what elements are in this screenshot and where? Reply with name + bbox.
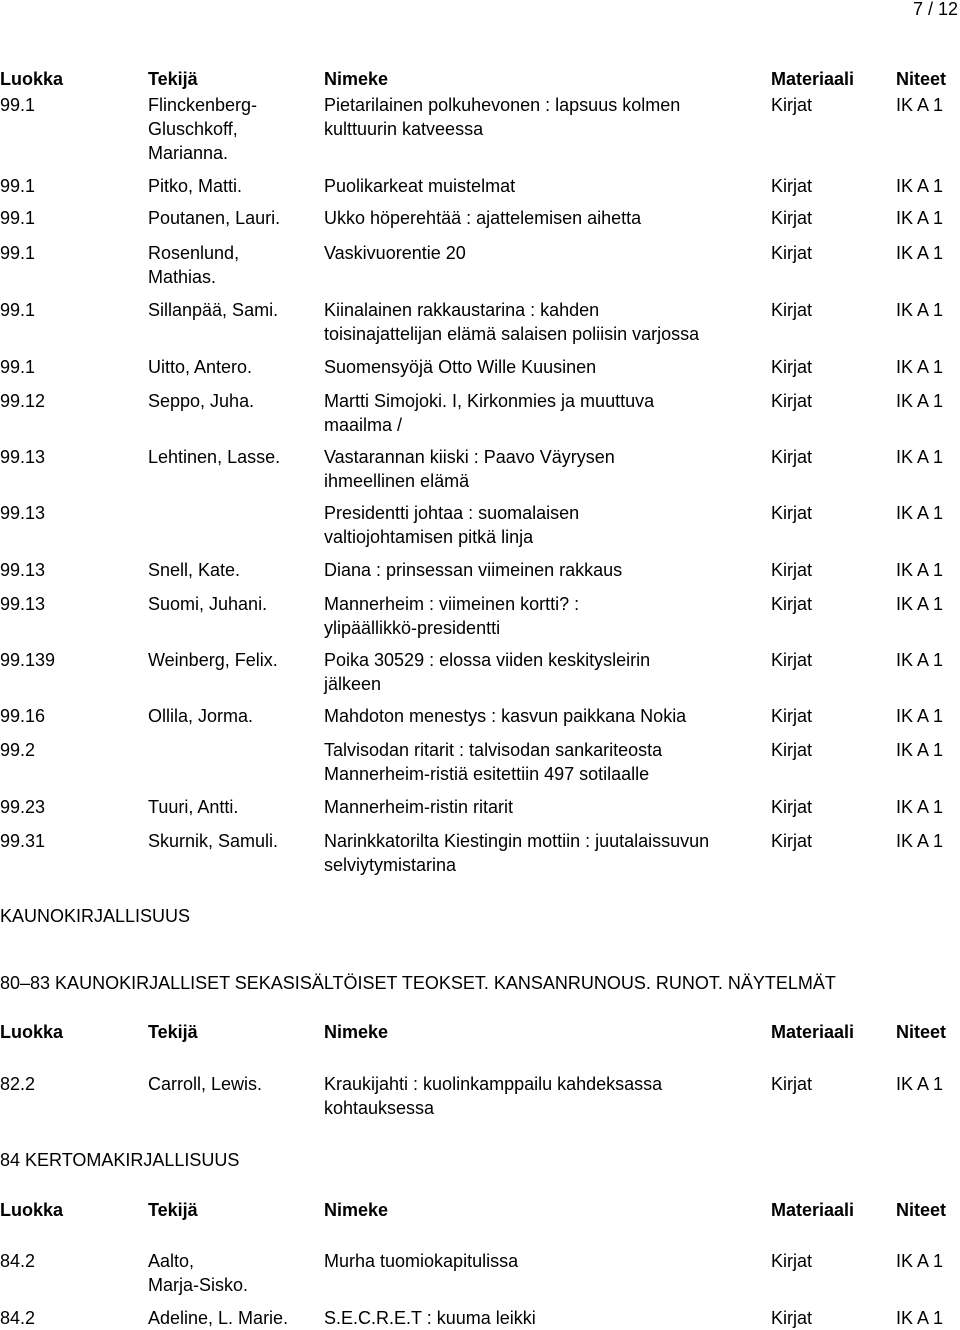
header-nimeke: Nimeke (324, 1022, 389, 1042)
page-number: 7 / 12 (912, 0, 958, 19)
header-materiaali: Materiaali (771, 1200, 855, 1220)
table-row (0, 1072, 960, 1118)
cell-materiaali: Kirjat (771, 740, 813, 760)
table-header (0, 1020, 960, 1044)
cell-nimeke: Vastarannan kiiski : Paavo Väyrysen ihmeellinen elämä (324, 447, 615, 491)
table-row (0, 1249, 960, 1295)
cell-tekija: Carroll, Lewis. (148, 1074, 263, 1094)
header-nimeke: Nimeke (324, 69, 389, 89)
cell-tekija: Suomi, Juhani. (148, 594, 268, 614)
cell-niteet: IK A 1 (896, 650, 944, 670)
cell-nimeke: Kraukijahti : kuolinkamppailu kahdeksassa kohtauksessa (324, 1074, 663, 1118)
table-row (0, 558, 960, 582)
cell-niteet: IK A 1 (896, 391, 944, 411)
cell-tekija: Skurnik, Samuli. (148, 831, 279, 851)
cell-nimeke: Talvisodan ritarit : talvisodan sankariteosta Mannerheim-ristiä esitettiin 497 sotilaalle (324, 740, 663, 784)
cell-niteet: IK A 1 (896, 1074, 944, 1094)
cell-tekija: Tuuri, Antti. (148, 797, 239, 817)
cell-nimeke: Kiinalainen rakkaustarina : kahden toisinajattelijan elämä salaisen poliisin varjossa (324, 300, 700, 344)
cell-luokka: 99.1 (0, 243, 36, 263)
header-luokka: Luokka (0, 1200, 64, 1220)
table-row (0, 389, 960, 435)
header-niteet: Niteet (896, 69, 947, 89)
cell-materiaali: Kirjat (771, 447, 813, 467)
table-header (0, 1198, 960, 1222)
cell-nimeke: Puolikarkeat muistelmat (324, 176, 516, 196)
cell-luokka: 99.1 (0, 208, 36, 228)
header-niteet: Niteet (896, 1022, 947, 1042)
cell-niteet: IK A 1 (896, 706, 944, 726)
cell-nimeke: Ukko höperehtää : ajattelemisen aihetta (324, 208, 642, 228)
cell-luokka: 84.2 (0, 1308, 36, 1328)
cell-niteet: IK A 1 (896, 357, 944, 377)
table-header (0, 67, 960, 91)
cell-tekija: Uitto, Antero. (148, 357, 253, 377)
cell-luokka: 84.2 (0, 1251, 36, 1271)
table-row (0, 206, 960, 230)
table-row (0, 355, 960, 379)
header-luokka: Luokka (0, 1022, 64, 1042)
table-row (0, 501, 960, 547)
cell-materiaali: Kirjat (771, 208, 813, 228)
header-tekija: Tekijä (148, 1200, 198, 1220)
cell-niteet: IK A 1 (896, 243, 944, 263)
cell-nimeke: Mannerheim : viimeinen kortti? : ylipäällikkö-presidentti (324, 594, 580, 638)
table-row (0, 795, 960, 819)
cell-materiaali: Kirjat (771, 243, 813, 263)
cell-luokka: 99.16 (0, 706, 46, 726)
cell-nimeke: Presidentti johtaa : suomalaisen valtiojohtamisen pitkä linja (324, 503, 580, 547)
cell-luokka: 99.1 (0, 95, 36, 115)
cell-tekija: Sillanpää, Sami. (148, 300, 279, 320)
cell-tekija: Lehtinen, Lasse. (148, 447, 281, 467)
section-heading-84: 84 KERTOMAKIRJALLISUUS (0, 1150, 240, 1170)
table-row (0, 704, 960, 728)
cell-tekija: Aalto, Marja-Sisko. (148, 1251, 249, 1295)
cell-niteet: IK A 1 (896, 1308, 944, 1328)
header-niteet: Niteet (896, 1200, 947, 1220)
cell-niteet: IK A 1 (896, 503, 944, 523)
cell-materiaali: Kirjat (771, 650, 813, 670)
cell-niteet: IK A 1 (896, 1251, 944, 1271)
cell-materiaali: Kirjat (771, 706, 813, 726)
header-tekija: Tekijä (148, 69, 198, 89)
table-row (0, 738, 960, 784)
cell-niteet: IK A 1 (896, 95, 944, 115)
cell-luokka: 99.1 (0, 176, 36, 196)
cell-materiaali: Kirjat (771, 300, 813, 320)
cell-luokka: 99.23 (0, 797, 46, 817)
cell-nimeke: Mahdoton menestys : kasvun paikkana Nokia (324, 706, 687, 726)
header-luokka: Luokka (0, 69, 64, 89)
table-row (0, 241, 960, 287)
cell-materiaali: Kirjat (771, 357, 813, 377)
cell-luokka: 99.12 (0, 391, 46, 411)
cell-luokka: 99.13 (0, 560, 46, 580)
table-row (0, 829, 960, 875)
cell-tekija: Flinckenberg- Gluschkoff, Marianna. (148, 95, 258, 163)
cell-niteet: IK A 1 (896, 208, 944, 228)
table-row (0, 592, 960, 638)
cell-luokka: 99.2 (0, 740, 36, 760)
section-heading-80-83: 80–83 KAUNOKIRJALLISET SEKASISÄLTÖISET TEOKSET. KANSANRUNOUS. RUNOT. NÄYTELMÄT (0, 973, 836, 993)
cell-niteet: IK A 1 (896, 560, 944, 580)
cell-niteet: IK A 1 (896, 300, 944, 320)
header-nimeke: Nimeke (324, 1200, 389, 1220)
cell-tekija: Rosenlund, Mathias. (148, 243, 240, 287)
cell-niteet: IK A 1 (896, 831, 944, 851)
cell-luokka: 99.31 (0, 831, 46, 851)
cell-niteet: IK A 1 (896, 797, 944, 817)
cell-nimeke: Suomensyöjä Otto Wille Kuusinen (324, 357, 597, 377)
cell-niteet: IK A 1 (896, 447, 944, 467)
cell-luokka: 99.13 (0, 594, 46, 614)
cell-nimeke: Narinkkatorilta Kiestingin mottiin : juutalaissuvun selviytymistarina (324, 831, 710, 875)
cell-tekija: Seppo, Juha. (148, 391, 255, 411)
cell-tekija: Adeline, L. Marie. (148, 1308, 289, 1328)
cell-luokka: 99.1 (0, 300, 36, 320)
cell-luokka: 99.1 (0, 357, 36, 377)
header-tekija: Tekijä (148, 1022, 198, 1042)
cell-tekija: Pitko, Matti. (148, 176, 243, 196)
cell-materiaali: Kirjat (771, 594, 813, 614)
cell-materiaali: Kirjat (771, 1308, 813, 1328)
table-row (0, 174, 960, 198)
cell-materiaali: Kirjat (771, 176, 813, 196)
cell-nimeke: Mannerheim-ristin ritarit (324, 797, 514, 817)
cell-nimeke: Diana : prinsessan viimeinen rakkaus (324, 560, 623, 580)
cell-nimeke: Murha tuomiokapitulissa (324, 1251, 519, 1271)
cell-materiaali: Kirjat (771, 503, 813, 523)
section-heading-kaunokirjallisuus: KAUNOKIRJALLISUUS (0, 906, 191, 926)
table-row (0, 445, 960, 491)
cell-nimeke: Pietarilainen polkuhevonen : lapsuus kolmen kulttuurin katveessa (324, 95, 681, 139)
header-materiaali: Materiaali (771, 69, 855, 89)
cell-niteet: IK A 1 (896, 176, 944, 196)
cell-niteet: IK A 1 (896, 594, 944, 614)
cell-materiaali: Kirjat (771, 1074, 813, 1094)
table-row (0, 298, 960, 344)
cell-luokka: 99.13 (0, 447, 46, 467)
cell-tekija: Poutanen, Lauri. (148, 208, 281, 228)
cell-nimeke: S.E.C.R.E.T : kuuma leikki (324, 1308, 536, 1328)
table-row (0, 93, 960, 163)
cell-luokka: 82.2 (0, 1074, 36, 1094)
cell-luokka: 99.13 (0, 503, 46, 523)
table-row (0, 1306, 960, 1330)
header-materiaali: Materiaali (771, 1022, 855, 1042)
cell-tekija: Weinberg, Felix. (148, 650, 278, 670)
cell-materiaali: Kirjat (771, 391, 813, 411)
cell-materiaali: Kirjat (771, 831, 813, 851)
cell-tekija: Snell, Kate. (148, 560, 241, 580)
cell-tekija: Ollila, Jorma. (148, 706, 254, 726)
cell-materiaali: Kirjat (771, 797, 813, 817)
cell-materiaali: Kirjat (771, 560, 813, 580)
cell-nimeke: Martti Simojoki. I, Kirkonmies ja muuttuva maailma / (324, 391, 655, 435)
table-row (0, 648, 960, 694)
cell-luokka: 99.139 (0, 650, 56, 670)
cell-materiaali: Kirjat (771, 95, 813, 115)
cell-niteet: IK A 1 (896, 740, 944, 760)
cell-nimeke: Vaskivuorentie 20 (324, 243, 466, 263)
cell-materiaali: Kirjat (771, 1251, 813, 1271)
cell-nimeke: Poika 30529 : elossa viiden keskitysleirin jälkeen (324, 650, 651, 694)
